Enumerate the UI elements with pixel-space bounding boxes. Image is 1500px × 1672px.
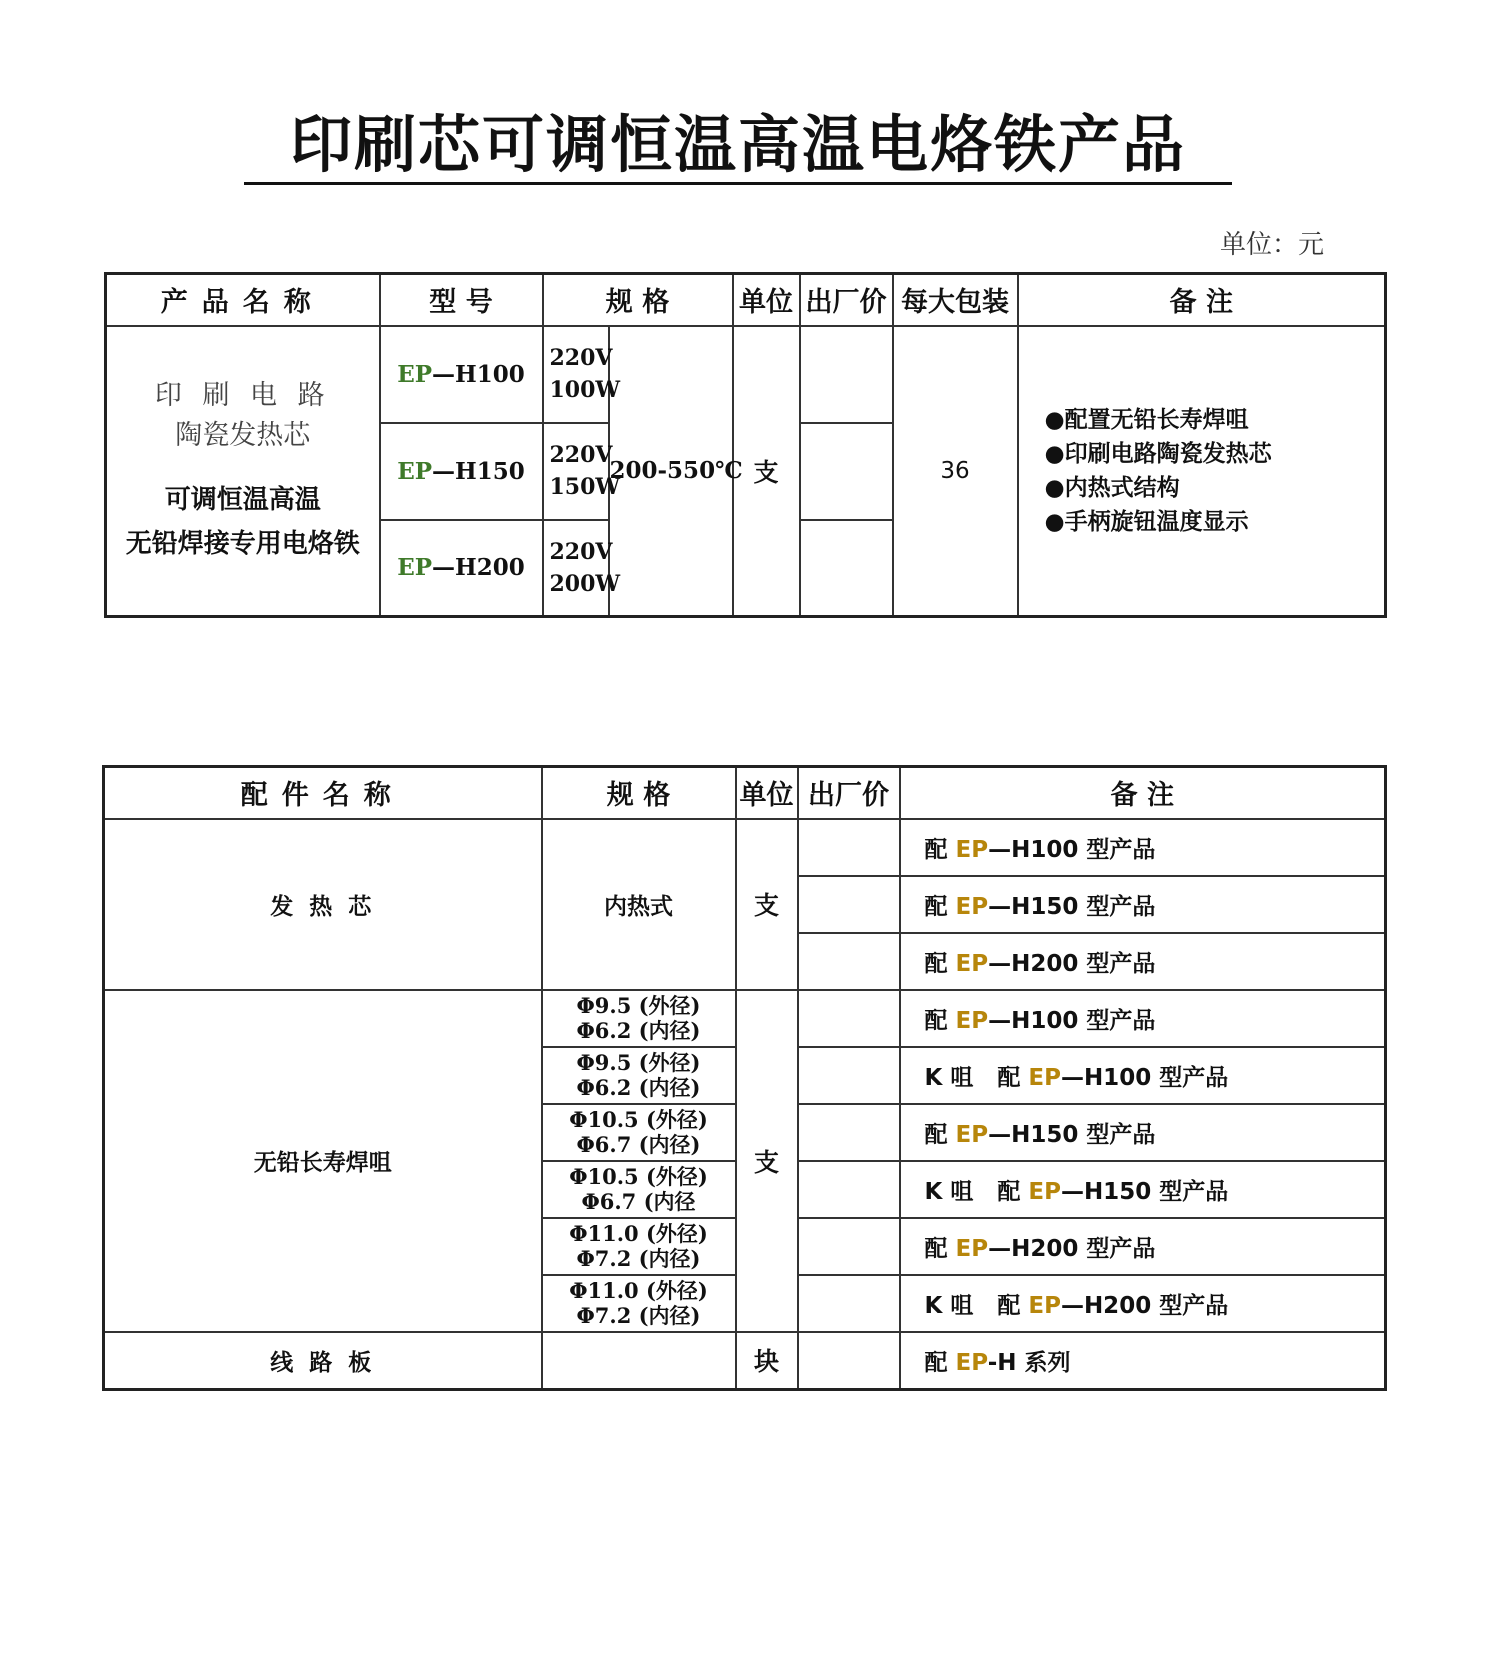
price-cell <box>800 423 893 520</box>
note-prefix: K 咀 配 <box>924 1064 1029 1091</box>
note-model: —H200 型产品 <box>988 950 1156 977</box>
price-cell <box>800 520 893 617</box>
inner-diameter: Φ6.7 (内径) <box>576 1132 701 1157</box>
brand-prefix: EP <box>955 1349 988 1376</box>
product-name-line1: 印 刷 电 路 <box>154 379 331 411</box>
product-name-line3: 可调恒温高温 <box>164 484 321 515</box>
brand-prefix: EP <box>955 950 989 977</box>
remark-item: ●配置无铅长寿焊咀 <box>1044 406 1249 433</box>
compat-note <box>900 819 1386 876</box>
note-prefix: 配 <box>924 1349 956 1376</box>
table-row <box>106 326 1386 423</box>
product-table <box>104 272 1387 618</box>
header-price: 出厂价 <box>800 274 893 326</box>
heating-core-unit: 支 <box>736 819 798 990</box>
temperature-range: 200-550℃ <box>609 326 733 617</box>
heating-core-spec: 内热式 <box>542 819 736 990</box>
model-cell <box>380 520 543 617</box>
accessories-table <box>102 765 1387 1391</box>
price-cell <box>798 1104 900 1161</box>
note-model: —H100 型产品 <box>988 1007 1156 1034</box>
brand-prefix: EP <box>397 360 433 388</box>
price-cell <box>798 1161 900 1218</box>
page-title: 印刷芯可调恒温高温电烙铁产品 <box>244 110 1232 185</box>
outer-diameter: Φ9.5 (外径) <box>576 993 701 1018</box>
price-cell <box>798 990 900 1047</box>
outer-diameter: Φ11.0 (外径) <box>569 1221 708 1246</box>
header-package: 每大包装 <box>893 274 1018 326</box>
brand-prefix: EP <box>397 554 433 582</box>
solder-tip-unit: 支 <box>736 990 798 1332</box>
inner-diameter: Φ6.2 (内径) <box>576 1018 701 1043</box>
price-cell <box>798 933 900 990</box>
price-cell <box>798 1218 900 1275</box>
power-spec-cell <box>543 326 621 423</box>
outer-diameter: Φ11.0 (外径) <box>569 1278 708 1303</box>
product-name-cell <box>106 326 380 617</box>
circuit-board-name: 线 路 板 <box>104 1332 542 1390</box>
inner-diameter: Φ7.2 (内径) <box>576 1303 701 1328</box>
header-spec: 规 格 <box>542 767 736 819</box>
model-cell <box>380 326 543 423</box>
note-model: —H200 型产品 <box>1060 1292 1229 1319</box>
wattage: 150W <box>549 474 621 500</box>
note-prefix: 配 <box>924 1235 956 1262</box>
solder-tip-name: 无铅长寿焊咀 <box>104 990 542 1332</box>
table-row <box>104 819 1386 876</box>
note-prefix: 配 <box>924 1007 956 1034</box>
inner-diameter: Φ7.2 (内径) <box>576 1246 701 1271</box>
tip-dimensions <box>542 1047 736 1104</box>
model-number: —H150 <box>432 457 525 485</box>
circuit-board-spec <box>542 1332 736 1390</box>
note-model: —H200 型产品 <box>988 1235 1156 1262</box>
header-price: 出厂价 <box>798 767 900 819</box>
note-prefix: K 咀 配 <box>924 1292 1029 1319</box>
outer-diameter: Φ10.5 (外径) <box>569 1107 708 1132</box>
wattage: 100W <box>549 377 621 403</box>
note-prefix: 配 <box>924 1121 956 1148</box>
brand-prefix: EP <box>397 457 433 485</box>
price-cell <box>798 1275 900 1332</box>
compat-note <box>900 990 1386 1047</box>
compat-note <box>900 1218 1386 1275</box>
inner-diameter: Φ6.2 (内径) <box>576 1075 701 1100</box>
header-product-name: 产品名称 <box>106 274 380 326</box>
brand-prefix: EP <box>955 836 989 863</box>
voltage: 220V <box>549 538 613 565</box>
package-cell: 36 <box>893 326 1018 617</box>
tip-dimensions <box>542 1161 736 1218</box>
compat-note <box>900 876 1386 933</box>
brand-prefix: EP <box>1028 1064 1061 1091</box>
brand-prefix: EP <box>955 893 989 920</box>
compat-note <box>900 1332 1386 1390</box>
model-cell <box>380 423 543 520</box>
compat-note <box>900 1104 1386 1161</box>
header-unit: 单位 <box>736 767 798 819</box>
header-accessory-name: 配件名称 <box>104 767 542 819</box>
tip-dimensions <box>542 1104 736 1161</box>
brand-prefix: EP <box>955 1007 989 1034</box>
note-model: -H 系列 <box>987 1349 1071 1376</box>
header-model: 型 号 <box>380 274 543 326</box>
price-cell <box>798 819 900 876</box>
heating-core-name: 发 热 芯 <box>104 819 542 990</box>
tip-dimensions <box>542 1275 736 1332</box>
note-model: —H150 型产品 <box>988 1121 1156 1148</box>
wattage: 200W <box>549 570 621 597</box>
header-remarks: 备 注 <box>1018 274 1386 326</box>
note-model: —H100 型产品 <box>988 836 1156 863</box>
note-prefix: K 咀 配 <box>924 1178 1029 1205</box>
remarks-cell <box>1018 326 1386 617</box>
table-row <box>104 1332 1386 1390</box>
table-header-row <box>104 767 1386 819</box>
circuit-board-unit: 块 <box>736 1332 798 1390</box>
header-unit: 单位 <box>733 274 800 326</box>
header-spec: 规 格 <box>543 274 733 326</box>
header-remarks: 备 注 <box>900 767 1386 819</box>
remark-item: ●内热式结构 <box>1044 474 1180 501</box>
remark-item: ●手柄旋钮温度显示 <box>1044 508 1249 535</box>
price-cell <box>798 1332 900 1390</box>
tip-dimensions <box>542 990 736 1047</box>
brand-prefix: EP <box>955 1121 989 1148</box>
power-spec-cell <box>543 423 621 520</box>
outer-diameter: Φ10.5 (外径) <box>569 1164 708 1189</box>
inner-diameter: Φ6.7 (内径 <box>581 1189 696 1214</box>
table-row <box>104 990 1386 1047</box>
voltage: 220V <box>549 442 613 468</box>
product-name-line2: 陶瓷发热芯 <box>175 419 311 451</box>
note-model: —H100 型产品 <box>1060 1064 1229 1091</box>
price-cell <box>798 1047 900 1104</box>
brand-prefix: EP <box>1028 1292 1061 1319</box>
outer-diameter: Φ9.5 (外径) <box>576 1050 701 1075</box>
compat-note <box>900 1161 1386 1218</box>
price-cell <box>798 876 900 933</box>
note-prefix: 配 <box>924 950 956 977</box>
brand-prefix: EP <box>955 1235 989 1262</box>
currency-unit-note: 单位：元 <box>1220 230 1325 260</box>
model-number: —H100 <box>432 360 525 388</box>
model-number: —H200 <box>432 554 525 582</box>
note-prefix: 配 <box>924 836 956 863</box>
note-model: —H150 型产品 <box>1060 1178 1229 1205</box>
compat-note <box>900 1275 1386 1332</box>
note-model: —H150 型产品 <box>988 893 1156 920</box>
voltage: 220V <box>549 345 613 371</box>
note-prefix: 配 <box>924 893 956 920</box>
table-header-row <box>106 274 1386 326</box>
power-spec-cell <box>543 520 621 617</box>
compat-note <box>900 933 1386 990</box>
unit-cell: 支 <box>733 326 800 617</box>
compat-note <box>900 1047 1386 1104</box>
product-name-line4: 无铅焊接专用电烙铁 <box>125 528 360 559</box>
tip-dimensions <box>542 1218 736 1275</box>
remark-item: ●印刷电路陶瓷发热芯 <box>1044 440 1272 467</box>
price-cell <box>800 326 893 423</box>
brand-prefix: EP <box>1028 1178 1061 1205</box>
